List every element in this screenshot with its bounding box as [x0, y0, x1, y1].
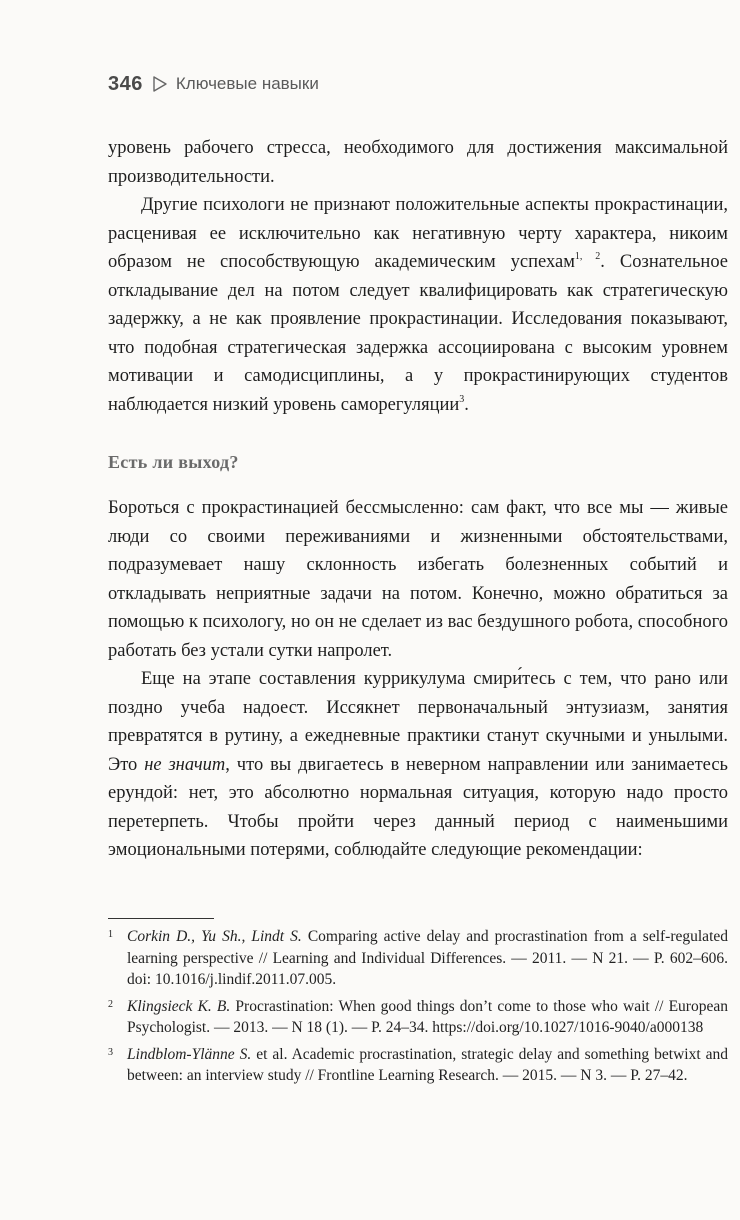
paragraph	[108, 494, 728, 665]
emphasis-text: не значит	[144, 754, 226, 775]
paragraph	[108, 665, 728, 865]
footnote-mark: 3	[108, 1046, 113, 1058]
footnote-author: Lindblom-Ylänne S.	[127, 1045, 252, 1063]
footnote-reference: 1, 2	[574, 251, 601, 262]
paragraph-text: . Сознательное откладывание дел на потом следует квалифицировать как стратегическую задержку, а не как проявление прокрастинации. Исследования показывают, что подобная стратегическая задержка ассоциирована с высоким уровнем мотивации и самодисциплины, а у прокрастинирующих студентов наблюдается низкий уровень саморегуляции	[108, 252, 729, 415]
footnote-mark: 1	[108, 929, 113, 940]
footnote-divider	[108, 918, 214, 919]
footnote-mark: 2	[108, 998, 113, 1010]
page-number: 346	[108, 72, 143, 95]
paragraph-text: Другие психологи не признают положительные аспекты прокрастинации, расценивая ее исключительно как негативную черту характера, никоим образом не способствующую академическим успехам	[108, 195, 728, 272]
footnote-text: et al. Academic procrastination, strategic delay and something betwixt and between: an interview study // Frontline Learning Research. — 2015. — N 3. — P. 27–42.	[127, 1045, 728, 1084]
paragraph	[108, 191, 728, 419]
running-head	[108, 70, 319, 98]
footnote	[108, 926, 728, 991]
footnote-author: Klingsieck K. B.	[127, 997, 231, 1015]
footnote	[108, 1044, 728, 1087]
section-subheading: Есть ли выход?	[108, 452, 239, 472]
paragraph	[108, 134, 728, 191]
triangle-right-icon	[152, 75, 168, 93]
footnote	[108, 996, 728, 1039]
footnote-author: Corkin D., Yu Sh., Lindt S.	[127, 928, 302, 945]
footnotes	[108, 926, 728, 1092]
footnote-text: Comparing active delay and procrastination from a self-regulated learning perspective // Learning and Individual Differences. — 2011. — N 21. — P. 602–606. doi: 10.1016/j.lindif.2011.07.005.	[127, 928, 729, 988]
paragraph-text: уровень рабочего стресса, необходимого для достижения максимальной производительности.	[108, 138, 728, 187]
paragraph-text: Бороться с прокрастинацией бессмысленно: сам факт, что все мы — живые люди со своими переживаниями и жизненными обстоятельствами, подразумевает нашу склонность избегать болезненных событий и откладывать неприятные задачи на потом. Конечно, можно обратиться за помощью к психологу, но он не сделает из вас бездушного робота, способного работать без устали сутки напролет.	[108, 498, 728, 661]
paragraph-text: .	[464, 394, 469, 415]
body-text-block	[108, 134, 728, 419]
body-text-block	[108, 494, 728, 865]
paragraph-text: Еще на этапе составления куррикулума смири́тесь с тем, что рано или поздно учеба надоест. Иссякнет первоначальный энтузиазм, занятия превратятся в рутину, а ежедневные практики станут скучными и унылыми. Это	[108, 669, 728, 775]
footnote-text: Procrastination: When good things don’t come to those who wait // European Psychologist. — 2013. — N 18 (1). — P. 24–34. https://doi.org/10.1027/1016-9040/a000138	[127, 997, 728, 1036]
section-title: Ключевые навыки	[175, 74, 319, 93]
footnote-reference: 3	[459, 393, 465, 405]
paragraph-text: , что вы двигаетесь в неверном направлении или занимаетесь ерундой: нет, это абсолютно нормальная ситуация, которую надо просто перетерпеть. Чтобы пройти через данный период с наименьшими эмоциональными потерями, соблюдайте следующие рекомендации:	[108, 754, 728, 860]
